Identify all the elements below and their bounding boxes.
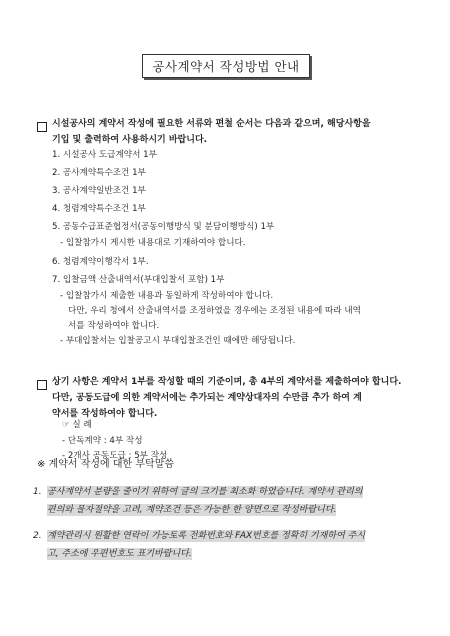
note-1-number: 1. bbox=[33, 487, 42, 497]
example-label: ☞ 실 례 bbox=[62, 420, 92, 430]
list-item: - 단독계약 : 4부 작성 bbox=[62, 436, 143, 446]
list-item: - 2개사 공동도급 : 5부 작성 bbox=[62, 451, 168, 461]
page-title: 공사계약서 작성방법 안내 bbox=[142, 54, 310, 78]
section1-intro bbox=[52, 116, 422, 148]
list-item: - 입찰참가시 제출한 내용과 동일하게 작성하여야 합니다. bbox=[60, 291, 274, 301]
section1-line1: 시설공사의 계약서 작성에 필요한 서류와 편철 순서는 다음과 같으며, 해당사항을 bbox=[52, 119, 371, 129]
list-item: 4. 청렴계약특수조건 1부 bbox=[52, 204, 146, 214]
note-2-number: 2. bbox=[33, 531, 42, 541]
list-item: 3. 공사계약일반조건 1부 bbox=[52, 186, 146, 196]
section2-line3: 약서를 작성하여야 합니다. bbox=[52, 409, 158, 419]
section2-line2: 다만, 공동도급에 의한 계약서에는 추가되는 계약상대자의 수만큼 추가 하여 계 bbox=[52, 393, 362, 403]
list-item: 7. 입찰금액 산출내역서(부대입찰서 포함) 1부 bbox=[52, 275, 225, 285]
list-item: 2. 공사계약특수조건 1부 bbox=[52, 168, 146, 178]
section1-line2: 기입 및 출력하여 사용하시기 바랍니다. bbox=[52, 135, 208, 145]
list-item: 1. 시설공사 도급계약서 1부 bbox=[52, 150, 157, 160]
note-2-line2: 고, 주소에 우편번호도 표기바랍니다. bbox=[47, 549, 192, 559]
note-1-line1: 공사계약서 분량을 줄이기 위하여 글의 크기를 최소화 하였습니다. 계약서 관리의 bbox=[47, 487, 363, 497]
note-1 bbox=[33, 481, 417, 521]
checkbox-square-icon bbox=[37, 122, 47, 132]
list-item: 다만, 우리 청에서 산출내역서를 조정하였을 경우에는 조정된 내용에 따라 내역 bbox=[68, 306, 361, 316]
list-item: 6. 청렴계약이행각서 1부. bbox=[52, 257, 149, 267]
notes-heading: ※ 계약서 작성에 대한 부탁말씀 bbox=[37, 459, 175, 470]
checkbox-square-icon bbox=[37, 380, 47, 390]
section2-line1: 상기 사항은 계약서 1부를 작성할 때의 기준이며, 총 4부의 계약서를 제출하여야 합니다. bbox=[52, 377, 402, 387]
list-item: 5. 공동수급표준협정서(공동이행방식 및 분담이행방식) 1부 bbox=[52, 222, 275, 232]
list-item: - 부대입찰서는 입찰공고시 부대입찰조건인 때에만 해당됩니다. bbox=[60, 336, 296, 346]
note-2 bbox=[33, 525, 417, 565]
note-2-line1: 계약관리시 원활한 연락이 가능토록 전화번호와 FAX번호를 정확히 기재하여 주시 bbox=[47, 531, 366, 541]
list-item: - 입찰참가시 게시한 내용대로 기재하여야 합니다. bbox=[60, 238, 246, 248]
note-1-line2: 편의와 물자절약을 고려, 계약조건 등은 가능한 한 양면으로 작성바랍니다. bbox=[47, 505, 337, 515]
list-item: 서를 작성하여야 합니다. bbox=[68, 321, 160, 331]
section2-intro bbox=[52, 374, 422, 422]
